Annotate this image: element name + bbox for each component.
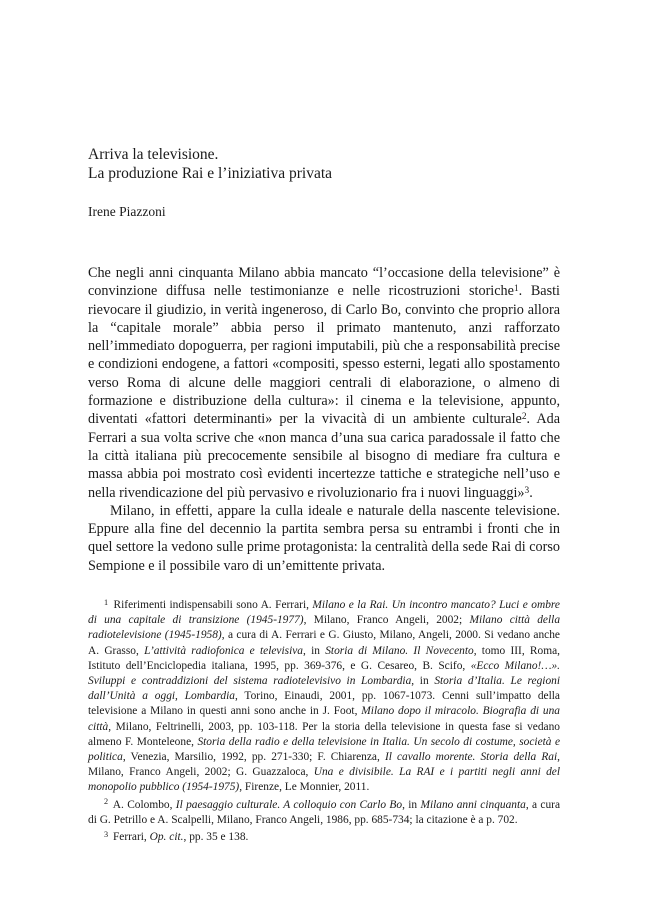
footnote-marker: 3: [104, 829, 109, 839]
chapter-title: [88, 145, 558, 183]
italic-text: Il cavallo morente. Storia della Rai: [384, 751, 558, 764]
chapter-title-line-1: Arriva la televisione.: [88, 146, 219, 163]
italic-text: «Ecco Milano!…». Sviluppi e contraddizioni del sistema radiotelevisivo in Lombardia: [88, 659, 560, 688]
italic-text: Storia della radio e della televisione in Italia. Un secolo di costume, società e politica: [88, 735, 561, 764]
footnote-marker: 1: [104, 597, 109, 607]
italic-text: Il paesaggio culturale. A colloquio con Carlo Bo: [175, 798, 403, 811]
italic-text: Storia d’Italia. Le regioni dall’Unità a oggi, Lombardia: [88, 675, 561, 703]
footnote-marker: 2: [104, 797, 109, 807]
italic-text: Milano anni cinquanta: [420, 798, 526, 811]
body-text: [88, 264, 560, 575]
footnote-1: $^1$ Riferimenti indispensabili sono A. Ferrari, Milano e la Rai. Un incontro mancato? Luci e ombre di una capitale di transizione (1945-1977), Milano, Franco Angeli, 2002; Milano città della radiotelevisione (1945-1958), a cura di A. Ferrari e G. Giusto, Milano, Angeli, 2000. Si vedano anche A. Grasso, L’attività radiofonica e televisiva, in Storia di Milano. Il Novecento, tomo III, Roma, Istituto dell’Enciclopedia italiana, 1995, pp. 369-376, e G. Cesareo, B. Scifo, «Ecco Milano!…». Sviluppi e contraddizioni del sistema radiotelevisivo in Lombardia, in Storia d’Italia. Le regioni dall’Unità a oggi, Lombardia, Torino, Einaudi, 2001, pp. 1067-1073. Cenni sull’impatto della televisione a Milano in questi anni sono anche in J. Foot, Milano dopo il miracolo. Biografia di una città, Milano, Feltrinelli, 2003, pp. 103-118. Per la storia della televisione in questa fase si vedano almeno F. Monteleone, Storia della radio e della televisione in Italia. Un secolo di costume, società e politica, Venezia, Marsilio, 1992, pp. 271-330; F. Chiarenza, Il cavallo morente. Storia della Rai, Milano, Franco Angeli, 2002; G. Guazzaloca, Una e divisibile. La RAI e i partiti negli anni del monopolio pubblico (1954-1975), Firenze, Le Monnier, 2011.: [88, 597, 561, 794]
footnote-marker: 2: [521, 412, 527, 423]
body-paragraph-1: Che negli anni cinquanta Milano abbia mancato “l’occasione della televisione” è convinzione diffusa nelle testimonianze e nelle ricostruzioni storiche$^1$. Basti rievocare il giudizio, in verità ingeneroso, di Carlo Bo, convinto che proprio allora la “capitale morale” abbia perso il primato mantenuto, anzi rafforzato nell’immediato dopoguerra, per ragioni imputabili, più che a responsabilità precise e condizioni endogene, a fattori «compositi, spesso esterni, legati allo spostamento verso Roma di alcune delle maggiori centrali di elaborazione, o almeno di formazione e distribuzione della cultura»: il cinema e la televisione, appunto, diventati «fattori determinanti» per la vivacità di un ambiente culturale$^2$. Ada Ferrari a sua volta scrive che «non manca d’una sua carica paradossale il fatto che la città italiana più precocemente sensibile al bisogno di mediare fra cultura e massa abbia poi mostrato così evidenti incertezze tattiche e strategiche nell’uso e nella rivendicazione del più pervasivo e rivoluzionario fra i nuovi linguaggi»$^3$.: [88, 265, 560, 501]
footnote-2: $^2$ A. Colombo, Il paesaggio culturale. A colloquio con Carlo Bo, in Milano anni cinquanta, a cura di G. Petrillo e A. Scalpelli, Milano, Franco Angeli, 1986, pp. 685-734; la citazione è a p. 702.: [88, 797, 561, 826]
footnote-marker: 1: [513, 284, 519, 295]
body-paragraph-2: Milano, in effetti, appare la culla ideale e naturale della nascente televisione. Eppure alla fine del decennio la partita sembra persa su entrambi i fronti che in quel settore la vedono sulle prime protagonista: la centralità della sede Rai di corso Sempione e il possibile varo di un’emittente privata.: [88, 502, 560, 574]
italic-text: Op. cit.: [149, 831, 184, 844]
italic-text: Milano città della radiotelevisione (1945-1958): [88, 614, 561, 642]
footnotes: [88, 598, 560, 847]
italic-text: L’attività radiofonica e televisiva: [144, 644, 303, 657]
chapter-title-line-2: La produzione Rai e l’iniziativa privata: [88, 165, 333, 182]
italic-text: Storia di Milano. Il Novecento: [325, 644, 474, 657]
footnote-3: $^3$ Ferrari, Op. cit., pp. 35 e 138.: [104, 829, 249, 844]
italic-text: Milano e la Rai. Un incontro mancato? Luci e ombre di una capitale di transizione (1945-1977): [88, 599, 560, 627]
footnote-marker: 3: [524, 485, 530, 496]
author-name: Irene Piazzoni: [88, 204, 166, 219]
italic-text: Una e divisibile. La RAI e i partiti negli anni del monopolio pubblico (1954-1975): [88, 766, 561, 794]
italic-text: Milano dopo il miracolo. Biografia di una città: [88, 705, 560, 733]
